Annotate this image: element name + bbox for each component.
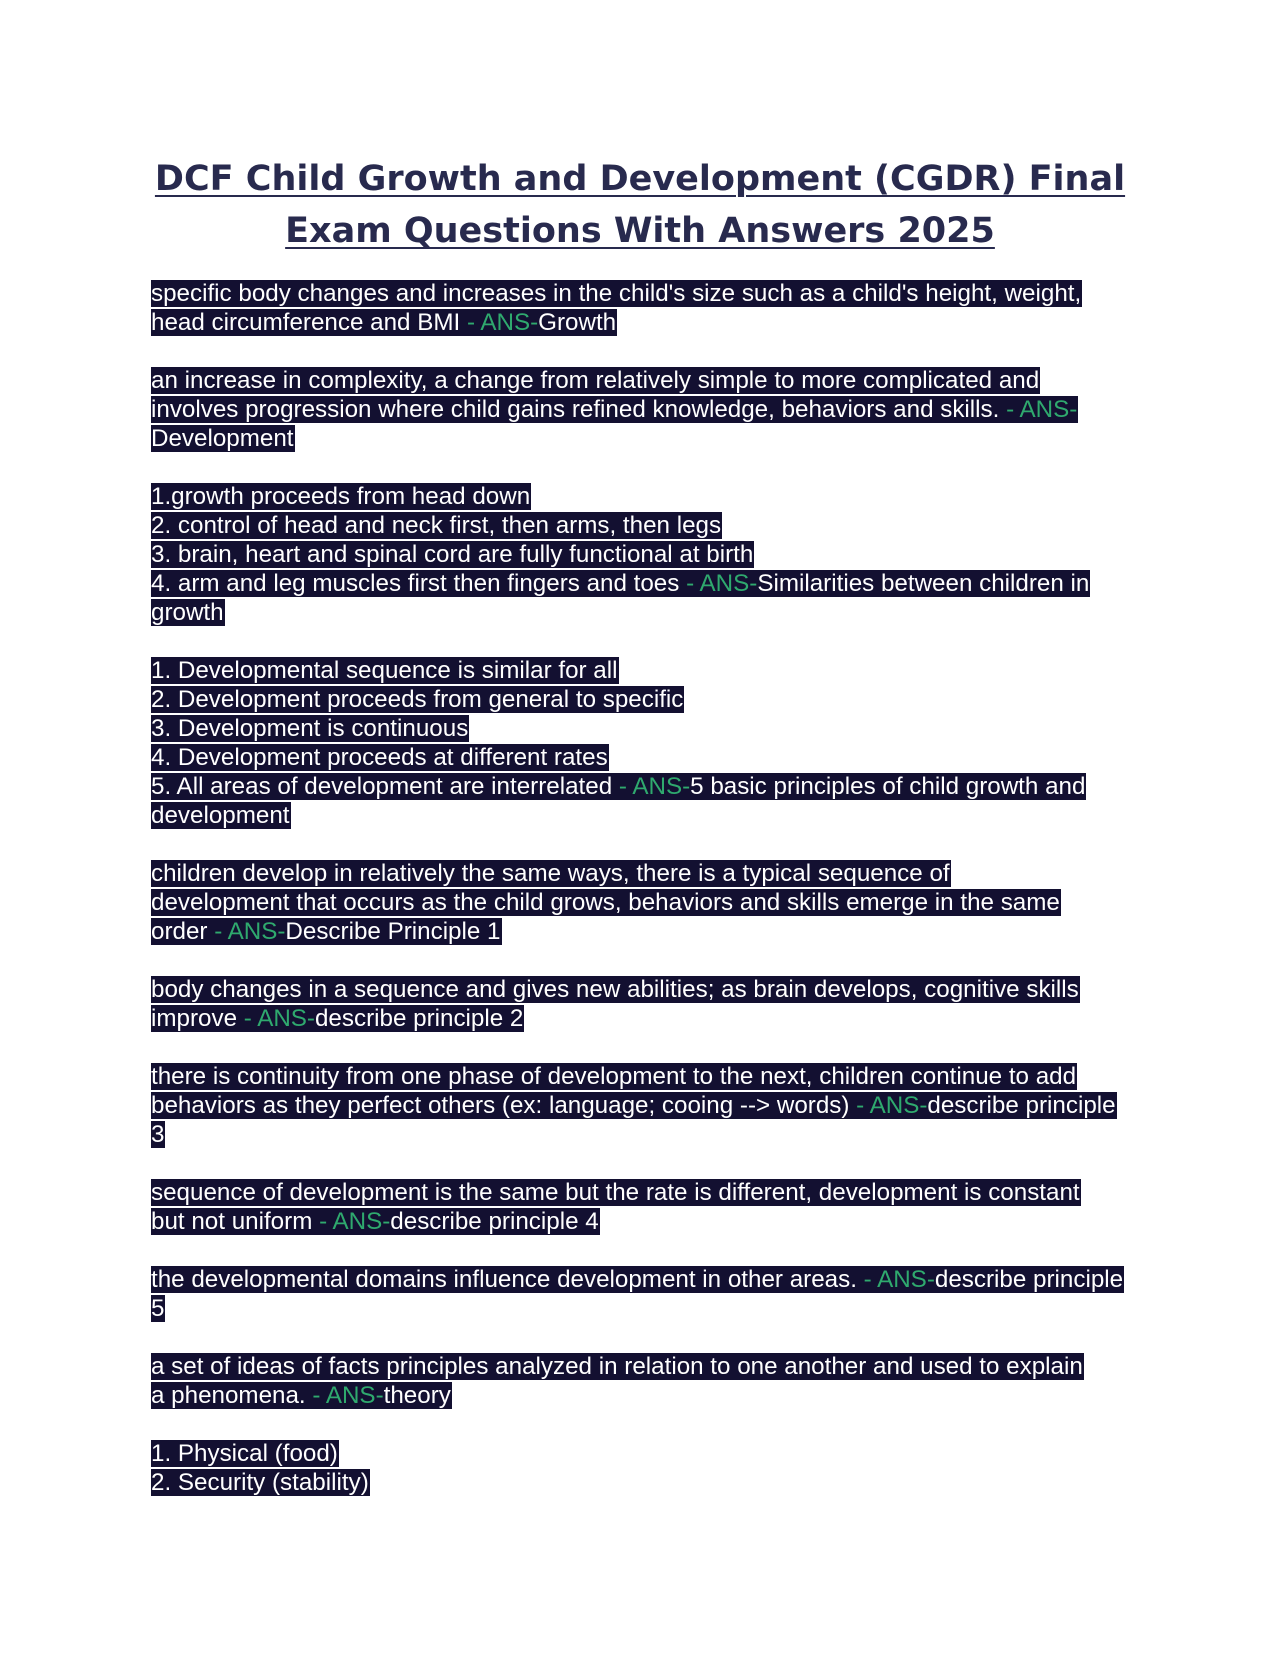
question-line: specific body changes and increases in the child's size such as a child's height, weight, bbox=[151, 280, 1082, 307]
answer-marker: - ANS- bbox=[466, 309, 539, 336]
question-line: 3. Development is continuous bbox=[151, 715, 469, 742]
question-line: children develop in relatively the same ways, there is a typical sequence of bbox=[151, 860, 950, 887]
answer-marker: - ANS- bbox=[863, 1266, 935, 1293]
question-line: 1.growth proceeds from head down bbox=[151, 483, 531, 510]
question-line: order bbox=[151, 918, 215, 945]
qa-item-7 bbox=[151, 1062, 1131, 1149]
question-line: 4. Development proceeds at different rates bbox=[151, 744, 608, 771]
question-line: 3. brain, heart and spinal cord are fully functional at birth bbox=[151, 541, 754, 568]
question-line: a set of ideas of facts principles analyzed in relation to one another and used to explain bbox=[151, 1353, 1083, 1380]
answer-text: Similarities between children in growth bbox=[151, 570, 1090, 626]
answer-text: describe principle 3 bbox=[151, 1092, 1116, 1148]
question-line: 5. All areas of development are interrelated bbox=[151, 773, 619, 800]
answer-marker: - ANS- bbox=[319, 1208, 391, 1235]
qa-item-9 bbox=[151, 1265, 1131, 1323]
title-line-1: DCF Child Growth and Development (CGDR) Final bbox=[154, 159, 1126, 199]
answer-marker: - ANS- bbox=[856, 1092, 928, 1119]
answer-text: describe principle 5 bbox=[151, 1266, 1124, 1322]
answer-marker: - ANS- bbox=[618, 773, 691, 800]
question-line: an increase in complexity, a change from relatively simple to more complicated and bbox=[151, 367, 1040, 394]
qa-item-1 bbox=[151, 279, 1131, 337]
question-line: development that occurs as the child grows, behaviors and skills emerge in the same bbox=[151, 889, 1060, 916]
answer-text: Development bbox=[151, 425, 294, 452]
answer-marker: - ANS- bbox=[686, 570, 758, 597]
question-line: 2. Security (stability) bbox=[151, 1469, 369, 1496]
question-line: behaviors as they perfect others (ex: language; cooing --> words) bbox=[151, 1092, 857, 1119]
qa-item-11 bbox=[151, 1439, 1131, 1497]
question-line: head circumference and BMI bbox=[151, 309, 467, 336]
answer-text: describe principle 2 bbox=[314, 1005, 524, 1032]
qa-item-4 bbox=[151, 656, 1131, 830]
question-line: the developmental domains influence development in other areas. bbox=[151, 1266, 864, 1293]
qa-item-8 bbox=[151, 1178, 1131, 1236]
question-line: body changes in a sequence and gives new abilities; as brain develops, cognitive skills bbox=[151, 976, 1079, 1003]
answer-text: Describe Principle 1 bbox=[285, 918, 501, 945]
question-line: 2. control of head and neck first, then arms, then legs bbox=[151, 512, 722, 539]
question-line: 1. Physical (food) bbox=[151, 1440, 338, 1467]
question-line: improve bbox=[151, 1005, 244, 1032]
question-line: involves progression where child gains refined knowledge, behaviors and skills. bbox=[151, 396, 1007, 423]
qa-list bbox=[151, 279, 1131, 1526]
answer-marker: - ANS- bbox=[312, 1382, 384, 1409]
qa-item-3 bbox=[151, 482, 1131, 627]
question-line: sequence of development is the same but the rate is different, development is constant bbox=[151, 1179, 1080, 1206]
question-line: 1. Developmental sequence is similar for all bbox=[151, 657, 618, 684]
question-line: a phenomena. bbox=[151, 1382, 313, 1409]
answer-marker: - ANS- bbox=[214, 918, 286, 945]
title-line-2: Exam Questions With Answers 2025 bbox=[285, 211, 995, 251]
answer-text: 5 basic principles of child growth and development bbox=[151, 773, 1086, 829]
qa-item-5 bbox=[151, 859, 1131, 946]
qa-item-2 bbox=[151, 366, 1131, 453]
qa-item-10 bbox=[151, 1352, 1131, 1410]
question-line: but not uniform bbox=[151, 1208, 320, 1235]
question-line: 4. arm and leg muscles first then fingers and toes bbox=[151, 570, 687, 597]
answer-marker: - ANS- bbox=[243, 1005, 315, 1032]
question-line: there is continuity from one phase of development to the next, children continue to add bbox=[151, 1063, 1077, 1090]
qa-item-6 bbox=[151, 975, 1131, 1033]
answer-text: Growth bbox=[538, 309, 617, 336]
question-line: 2. Development proceeds from general to specific bbox=[151, 686, 684, 713]
answer-marker: - ANS- bbox=[1006, 396, 1078, 423]
answer-text: describe principle 4 bbox=[390, 1208, 599, 1235]
answer-text: theory bbox=[383, 1382, 451, 1409]
document-title bbox=[140, 153, 1140, 257]
